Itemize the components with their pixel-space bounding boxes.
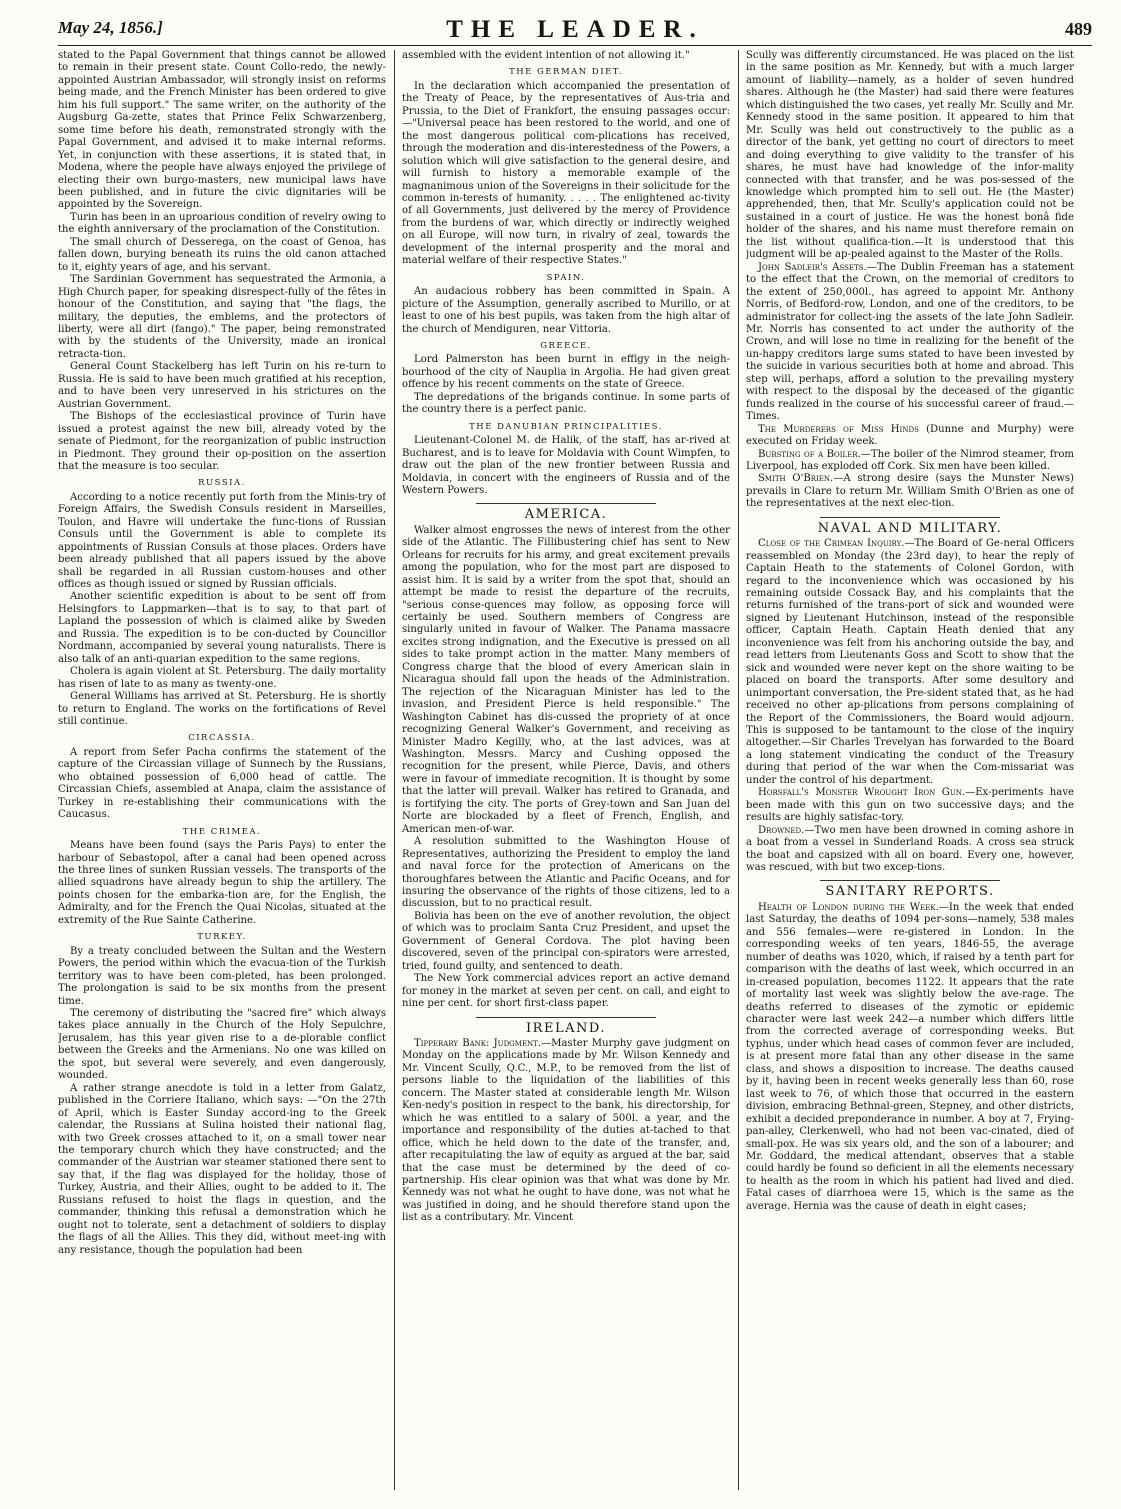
paragraph: The New York commercial advices report an active demand for money in the market at seven per cent. on call, and eight to nine per cent. for short first-class paper. — [402, 973, 730, 1010]
run-in-head: Health of London during the Week. — [758, 901, 939, 913]
paragraph: In the declaration which accompanied the presentation of the Treaty of Peace, by the representatives of Aus-tria and Prussia, to the Diet of Frankfort, the ensuing passages occur:—"Universal peace has been restored to the world, and one of the most dangerous political com-plications has received, through the moderation and dis-interestedness of the Powers, a solution which will give satisfaction to the general desire, and will furnish to history a memorable example of the magnanimous union of the Sovereigns in their solicitude for the common in-terests of humanity. . . . . The enlightened ac-tivity of all Governments, just delivered by the mercy of Providence from the burdens of war, which directly or indirectly weighed on all Europe, will now turn, in rivalry of zeal, towards the development of the internal prosperity and the moral and material welfare of their respective States." — [402, 80, 730, 267]
paragraph: Turin has been in an uproarious condition of revelry owing to the eighth anniversary of the proclamation of the Constitution. — [58, 211, 386, 236]
run-in-head: Close of the Crimean Inquiry. — [758, 538, 905, 550]
section-heading-america: AMERICA. — [524, 507, 608, 523]
paragraph: Means have been found (says the Paris Pays) to enter the harbour of Sebastopol, after a canal had been opened across the three lines of sunken Russian vessels. The transports of the allied squadrons have already begun to ship the artillery. The points chosen for the embarka-tion are, for the English, the Admiralty, and for the French the Quai Nicolas, situated at the extremity of the Rue Sainte Catherine. — [58, 840, 386, 926]
column-1 — [58, 50, 386, 1490]
paragraph: Another scientific expedition is about to be sent off from Helsingfors to Lappmarken—that is to say, to that part of Lapland the possession of which is claimed alike by Sweden and Russia. The expedition is to be con-ducted by Councillor Nordmann, accompanied by several young naturalists. There is also talk of an anti-quarian expedition to the same regions. — [58, 591, 386, 665]
paragraph: An audacious robbery has been committed in Spain. A picture of the Assumption, generally ascribed to Murillo, or at least to one of his best pupils, was taken from the high altar of the church of Mendiguren, near Vittoria. — [402, 286, 730, 335]
section-heading-greece: GREECE. — [540, 340, 592, 351]
run-in-head: Horsfall's Monster Wrought Iron Gun. — [758, 787, 966, 799]
paragraph-text: —Ex-periments have been made with this gun on two successive days; and the results are highly satisfac-tory. — [746, 787, 1074, 824]
paragraph: General Williams has arrived at St. Petersburg. He is shortly to return to England. The works on the fortifications of Revel still continue. — [58, 691, 386, 728]
column-3 — [746, 50, 1074, 1490]
run-in-head: Tipperary Bank: Judgment. — [414, 1037, 542, 1049]
paragraph: stated to the Papal Government that things cannot be allowed to remain in their present state. Count Collo-redo, the newly-appointed Austrian Ambassador, will strongly insist on reforms being made, and the French Minister has been ordered to give him his full support." The same writer, on the authority of the Augsburg Ga-zette, states that Prince Felix Schwarzenberg, some time before his death, remonstrated strongly with the Papal Government, and advised it to make internal reforms. Yet, in conjunction with these assertions, it is stated that, in Modena, where the people have always enjoyed the privilege of electing their own burgo-masters, new municipal laws have been published, and in future the civic dignitaries will be appointed by the Sovereign. — [58, 50, 386, 211]
paragraph-text: —Two men have been drowned in coming ashore in a boat from a vessel in Sunderland Roads. A cross sea struck the boat and capsized with all on board. Every one, however, was rescued, with but two excep-tions. — [746, 824, 1074, 873]
paragraph — [746, 424, 1074, 449]
paragraph: The small church of Desserega, on the coast of Genoa, has fallen down, burying beneath its ruins the old canon attached to it, eighty years of age, and his servant. — [58, 236, 386, 273]
paragraph: Lord Palmerston has been burnt in effigy in the neigh-bourhood of the city of Nauplia in Argolia. He had given great offence by his recent comments on the state of Greece. — [402, 354, 730, 391]
paragraph — [746, 902, 1074, 1213]
paragraph: A resolution submitted to the Washington House of Representatives, authorizing the President to employ the land and naval force for the protection of Americans on the thoroughfares between the Atlantic and Pacific Oceans, and for insuring the observance of the rights of those citizens, led to a discussion, but to no practical result. — [402, 836, 730, 910]
paragraph — [746, 449, 1074, 474]
section-rule — [476, 503, 656, 504]
paragraph: According to a notice recently put forth from the Minis-try of Foreign Affairs, the Swedish Consuls resident in Marseilles, Toulon, and Havre will undertake the func-tions of Russian Consuls until the Government is able to complete its appointments of Russian Consuls at those places. Orders have been already published that all papers issued by the above shall be regarded in all Russian custom-houses and other offices as though issued or signed by Russian officials. — [58, 491, 386, 591]
section-heading-danubian: THE DANUBIAN PRINCIPALITIES. — [469, 421, 663, 432]
section-heading-circassia: CIRCASSIA. — [188, 733, 256, 744]
section-rule — [820, 880, 1000, 881]
newspaper-title: THE LEADER. — [446, 16, 704, 43]
paragraph: General Count Stackelberg has left Turin on his re-turn to Russia. He is said to have been much gratified at his reception, and to have been very unreserved in his strictures on the Austrian Government. — [58, 361, 386, 410]
paragraph: By a treaty concluded between the Sultan and the Western Powers, the period within which the evacua-tion of the Turkish territory was to have been com-pleted, has been prolonged. The prolongation is said to be six months from the present time. — [58, 945, 386, 1007]
column-divider — [394, 50, 395, 1490]
page-number: 489 — [1065, 19, 1092, 39]
section-heading-sanitary: SANITARY REPORTS. — [825, 884, 995, 900]
run-in-head: Bursting of a Boiler. — [758, 448, 861, 460]
paragraph — [746, 538, 1074, 787]
paragraph-text: —Master Murphy gave judgment on Monday on the applications made by Mr. Wilson Kennedy and Mr. Vincent Scully, Q.C., M.P., to be removed from the list of persons liable to the liquidation of the liabilities of this concern. The Master stated at considerable length Mr. Wilson Ken-nedy's position in respect to the bank, his directorship, for which he was entitled to a salary of 500l. a year, and the importance and responsibility of the duties at-tached to that office, which he held down to the date of the transfer, and, after recapitulating the law of equity as argued at the bar, said that the case must be determined by the deed of co-partnership. His clear opinion was that what was done by Mr. Kennedy was not what he ought to have done, was not what he was justified in doing, and he should therefore stand upon the list as a contributary. Mr. Vincent — [402, 1037, 730, 1224]
paragraph: Cholera is again violent at St. Petersburg. The daily mortality has risen of late to as many as twenty-one. — [58, 666, 386, 690]
paragraph: The ceremony of distributing the "sacred fire" which always takes place annually in the Church of the Holy Sepulchre, Jerusalem, has this year given rise to a de-plorable conflict between the Greeks and the Armenians. No one was killed on the spot, but several were severely, and even dangerously, wounded. — [58, 1007, 386, 1082]
paragraph — [746, 825, 1074, 875]
column-divider — [738, 50, 739, 1490]
run-in-head: John Sadleir's Assets. — [758, 261, 867, 273]
page-header — [58, 18, 1092, 44]
section-heading-ireland: IRELAND. — [526, 1020, 606, 1036]
run-in-head: The Murderers of Miss Hinds — [758, 423, 919, 435]
paragraph: Bolivia has been on the eve of another revolution, the object of which was to proclaim Santa Cruz President, and upset the Government of General Cordova. The plot having been discovered, seven of the principal con-spirators were arrested, tried, found guilty, and sentenced to death. — [402, 910, 730, 972]
paragraph — [746, 473, 1074, 510]
paragraph: The Sardinian Government has sequestrated the Armonia, a High Church paper, for speaking disrespect-fully of the fêtes in honour of the Constitution, and saying that "the flags, the military, the deputies, the emblems, and the protectors of liberty, were all dirt (fango)." The paper, being remonstrated with by the students of the University, made an ironical retracta-tion. — [58, 274, 386, 360]
column-2 — [402, 50, 730, 1490]
paragraph-text: —The boiler of the Nimrod steamer, from Liverpool, has exploded off Cork. Six men have been killed. — [746, 448, 1074, 472]
section-heading-spain: SPAIN. — [546, 272, 586, 283]
paragraph-text: (Dunne and Murphy) were executed on Friday week. — [746, 423, 1074, 448]
section-rule — [476, 1017, 656, 1018]
paragraph: A report from Sefer Pacha confirms the statement of the capture of the Circassian village of Sunnech by the Russians, who obtained possession of 6,000 head of cattle. The Circassian Chiefs, assembled at Anapa, claim the assistance of Turkey in re-establishing their communications with the Caucasus. — [58, 746, 386, 821]
issue-date: May 24, 1856.] — [58, 18, 163, 37]
section-heading-turkey: TURKEY. — [197, 932, 247, 943]
paragraph — [746, 262, 1074, 424]
paragraph: Scully was differently circumstanced. He was placed on the list in the same position as Mr. Kennedy, but with a much larger amount of liability—namely, as a holder of seven hundred shares. Although he (the Master) had said there were features which distinguished the two cases, yet really Mr. Scully and Mr. Kennedy stood in the same position. It appeared to him that Mr. Scully was held out constructively to the public as a director of the bank, yet getting no court of directors to meet and doing everything to give validity to the transfer of his shares, he must have had knowledge of the infor-mality connected with that transfer, and he was pos-sessed of the knowledge which prompted him to sell out. He (the Master) apprehended, then, that Mr. Scully's application could not be sustained in a court of justice. He was the honest bonâ fide holder of the shares, and his name must therefore remain on the list without qualifica-tion.—It is understood that this judgment will be ap-pealed against to the Master of the Rolls. — [746, 50, 1074, 261]
run-in-head: Smith O'Brien. — [758, 473, 834, 485]
paragraph: assembled with the evident intention of not allowing it." — [402, 50, 690, 61]
paragraph — [746, 787, 1074, 824]
paragraph: Lieutenant-Colonel M. de Halik, of the staff, has ar-rived at Bucharest, and is to leave for Moldavia with Count Wimpfen, to draw out the plan of the new frontier between Russia and Moldavia, in concert with the engineers of Russia and of the Western Powers. — [402, 435, 730, 496]
paragraph-text: —The Board of Ge-neral Officers reassembled on Monday (the 23rd day), to hear the reply of Captain Heath to the statements of Colonel Gordon, with regard to the inconvenience which was occasioned by his remaining outside Cossack Bay, and his complaints that the returns furnished of the trans-port of sick and wounded were signed by Lieutenant Hutchinson, instead of the responsible officer, Captain Heath. Captain Heath denied that any inconvenience was felt from his anchoring outside the bay, and read letters from Lieutenants Goss and Scott to show that the sick and wounded were never kept on the shore waiting to be placed on board the transports. After some desultory and unimportant conversation, the Pre-sident stated that, as he had received no other ap-plications from persons complaining of the Report of the Commissioners, the Board would adjourn. This is supposed to be tantamount to the close of the inquiry altogether.—Sir Charles Trevelyan has forwarded to the Board a long statement vindicating the conduct of the Treasury during that period of the war when the Com-missariat was under the control of his department. — [746, 538, 1074, 786]
paragraph — [402, 1038, 730, 1225]
section-rule — [820, 517, 1000, 518]
header-rule — [58, 45, 1092, 46]
paragraph-text: —A strong desire (says the Munster News) prevails in Clare to return Mr. William Smith O'Brien as one of the representatives at the next elec-tion. — [746, 473, 1074, 510]
paragraph-text: —The Dublin Freeman has a statement to the effect that the Crown, on the memorial of creditors to the extent of 250,000l., has agreed to appoint Mr. Anthony Norris, of Bedford-row, London, and one of the creditors, to be administrator for collect-ing the assets of the late John Sadleir. Mr. Norris has consented to act under the authority of the Crown, and will lose no time in realizing for the benefit of the un-happy creditors large sums stated to have been invested by the suicide in various securities both at home and abroad. This step will, perhaps, afford a solution to the prevailing mystery with respect to the disposal by the deceased of the gigantic funds realized in the course of his successful career of fraud.—Times. — [746, 261, 1074, 423]
run-in-head: Drowned. — [758, 824, 805, 836]
section-heading-russia: RUSSIA. — [198, 478, 246, 489]
paragraph: Walker almost engrosses the news of interest from the other side of the Atlantic. The Fillibustering chief has sent to New Orleans for recruits for his army, and great excitement prevails among the population, who for the most part are disposed to assist him. It is said by a writer from the spot that, should an attempt be made to resist the departure of the recruits, "serious conse-quences may follow, as opposing force will certainly be used. Southern members of Congress are singularly united in favour of Walker. The Panama massacre excites strong indignation, and the Executive is pressed on all sides to take prompt action in the matter. Many members of Congress charge that the blood of every American slain in Nicaragua should fall upon the heads of the Administration. The rejection of the Nicaraguan Minister has led to the invasion, and President Pierce is held responsible." The Washington Cabinet has dis-cussed the propriety of at once recognizing General Walker's Government, and receiving as Minister Madro Kegilly, who, at the last advices, was at Washington. Messrs. Marcy and Cushing opposed the recognition for the present, while Pierce, Davis, and others were in favour of immediate recognition. It is thought by some that the latter will prevail. Walker has retired to Granada, and is fortifying the city. The ports of Grey-town and San Juan del Norte are blockaded by a fleet of French, English, and American men-of-war. — [402, 524, 730, 835]
paragraph-text: —In the week that ended last Saturday, the deaths of 1094 per-sons—namely, 538 males and 556 females—were re-gistered in London. In the corresponding weeks of ten years, 1846-55, the average number of deaths was 1020, which, if raised by a tenth part for comparison with the deaths of last week, which occurred in an in-creased population, becomes 1122. It appears that the rate of mortality last week was slightly below the ave-rage. The deaths referred to diseases of the zymotic or epidemic character were last week 242—a number which differs little from the corrected average of corresponding weeks. But typhus, under which head cases of common fever are included, is at present more fatal than any other disease in the same class, and shows a disposition to increase. The deaths caused by it, having been in recent weeks generally less than 60, rose last week to 76, of which those that occurred in the eastern division, embracing Bethnal-green, Stepney, and other districts, exhibit a decided preponderance in number. A boy at 7, Frying-pan-alley, Clerkenwell, who had not been vac-cinated, died of small-pox. He was six years old, and the son of a labourer; and Mr. Goddard, the medical attendant, observes that a stable could hardly be found so deficient in all the elements necessary to health as the room in which his patient had lived and died. Fatal cases of diarrhoea were 15, which is the same as the average. Hernia was the cause of death in eight cases; — [746, 901, 1074, 1212]
paragraph: A rather strange anecdote is told in a letter from Galatz, published in the Corriere Italiano, which says: —"On the 27th of April, which is Easter Sunday accord-ing to the Greek calendar, the Russians at Sulina hoisted their national flag, with two Greek crosses attached to it, on a small tower near the temporary church which they have constructed; and the commander of the Austrian war steamer stationed there sent to say that, if the flag was displayed for the holiday, those of Turkey, Austria, and their Allies, ought to be added to it. The Russians refused to hoist the flags in question, and the commander, thinking this refusal a demonstration which he ought not to tolerate, sent a detachment of soldiers to display the flags of all the Allies. This they did, without meet-ing with any resistance, though the population had been — [58, 1082, 386, 1256]
paragraph: The depredations of the brigands continue. In some parts of the country there is a perfect panic. — [402, 391, 730, 416]
section-heading-naval: NAVAL AND MILITARY. — [817, 520, 1003, 536]
section-heading-crimea: THE CRIMEA. — [182, 826, 262, 837]
paragraph: The Bishops of the ecclesiastical province of Turin have issued a protest against the new bill, already voted by the senate of Piedmont, for the reorganization of public instruction in Piedmont. They ground their op-position on the assertion that the measure is too secular. — [58, 411, 386, 472]
section-heading-german-diet: THE GERMAN DIET. — [509, 67, 623, 78]
